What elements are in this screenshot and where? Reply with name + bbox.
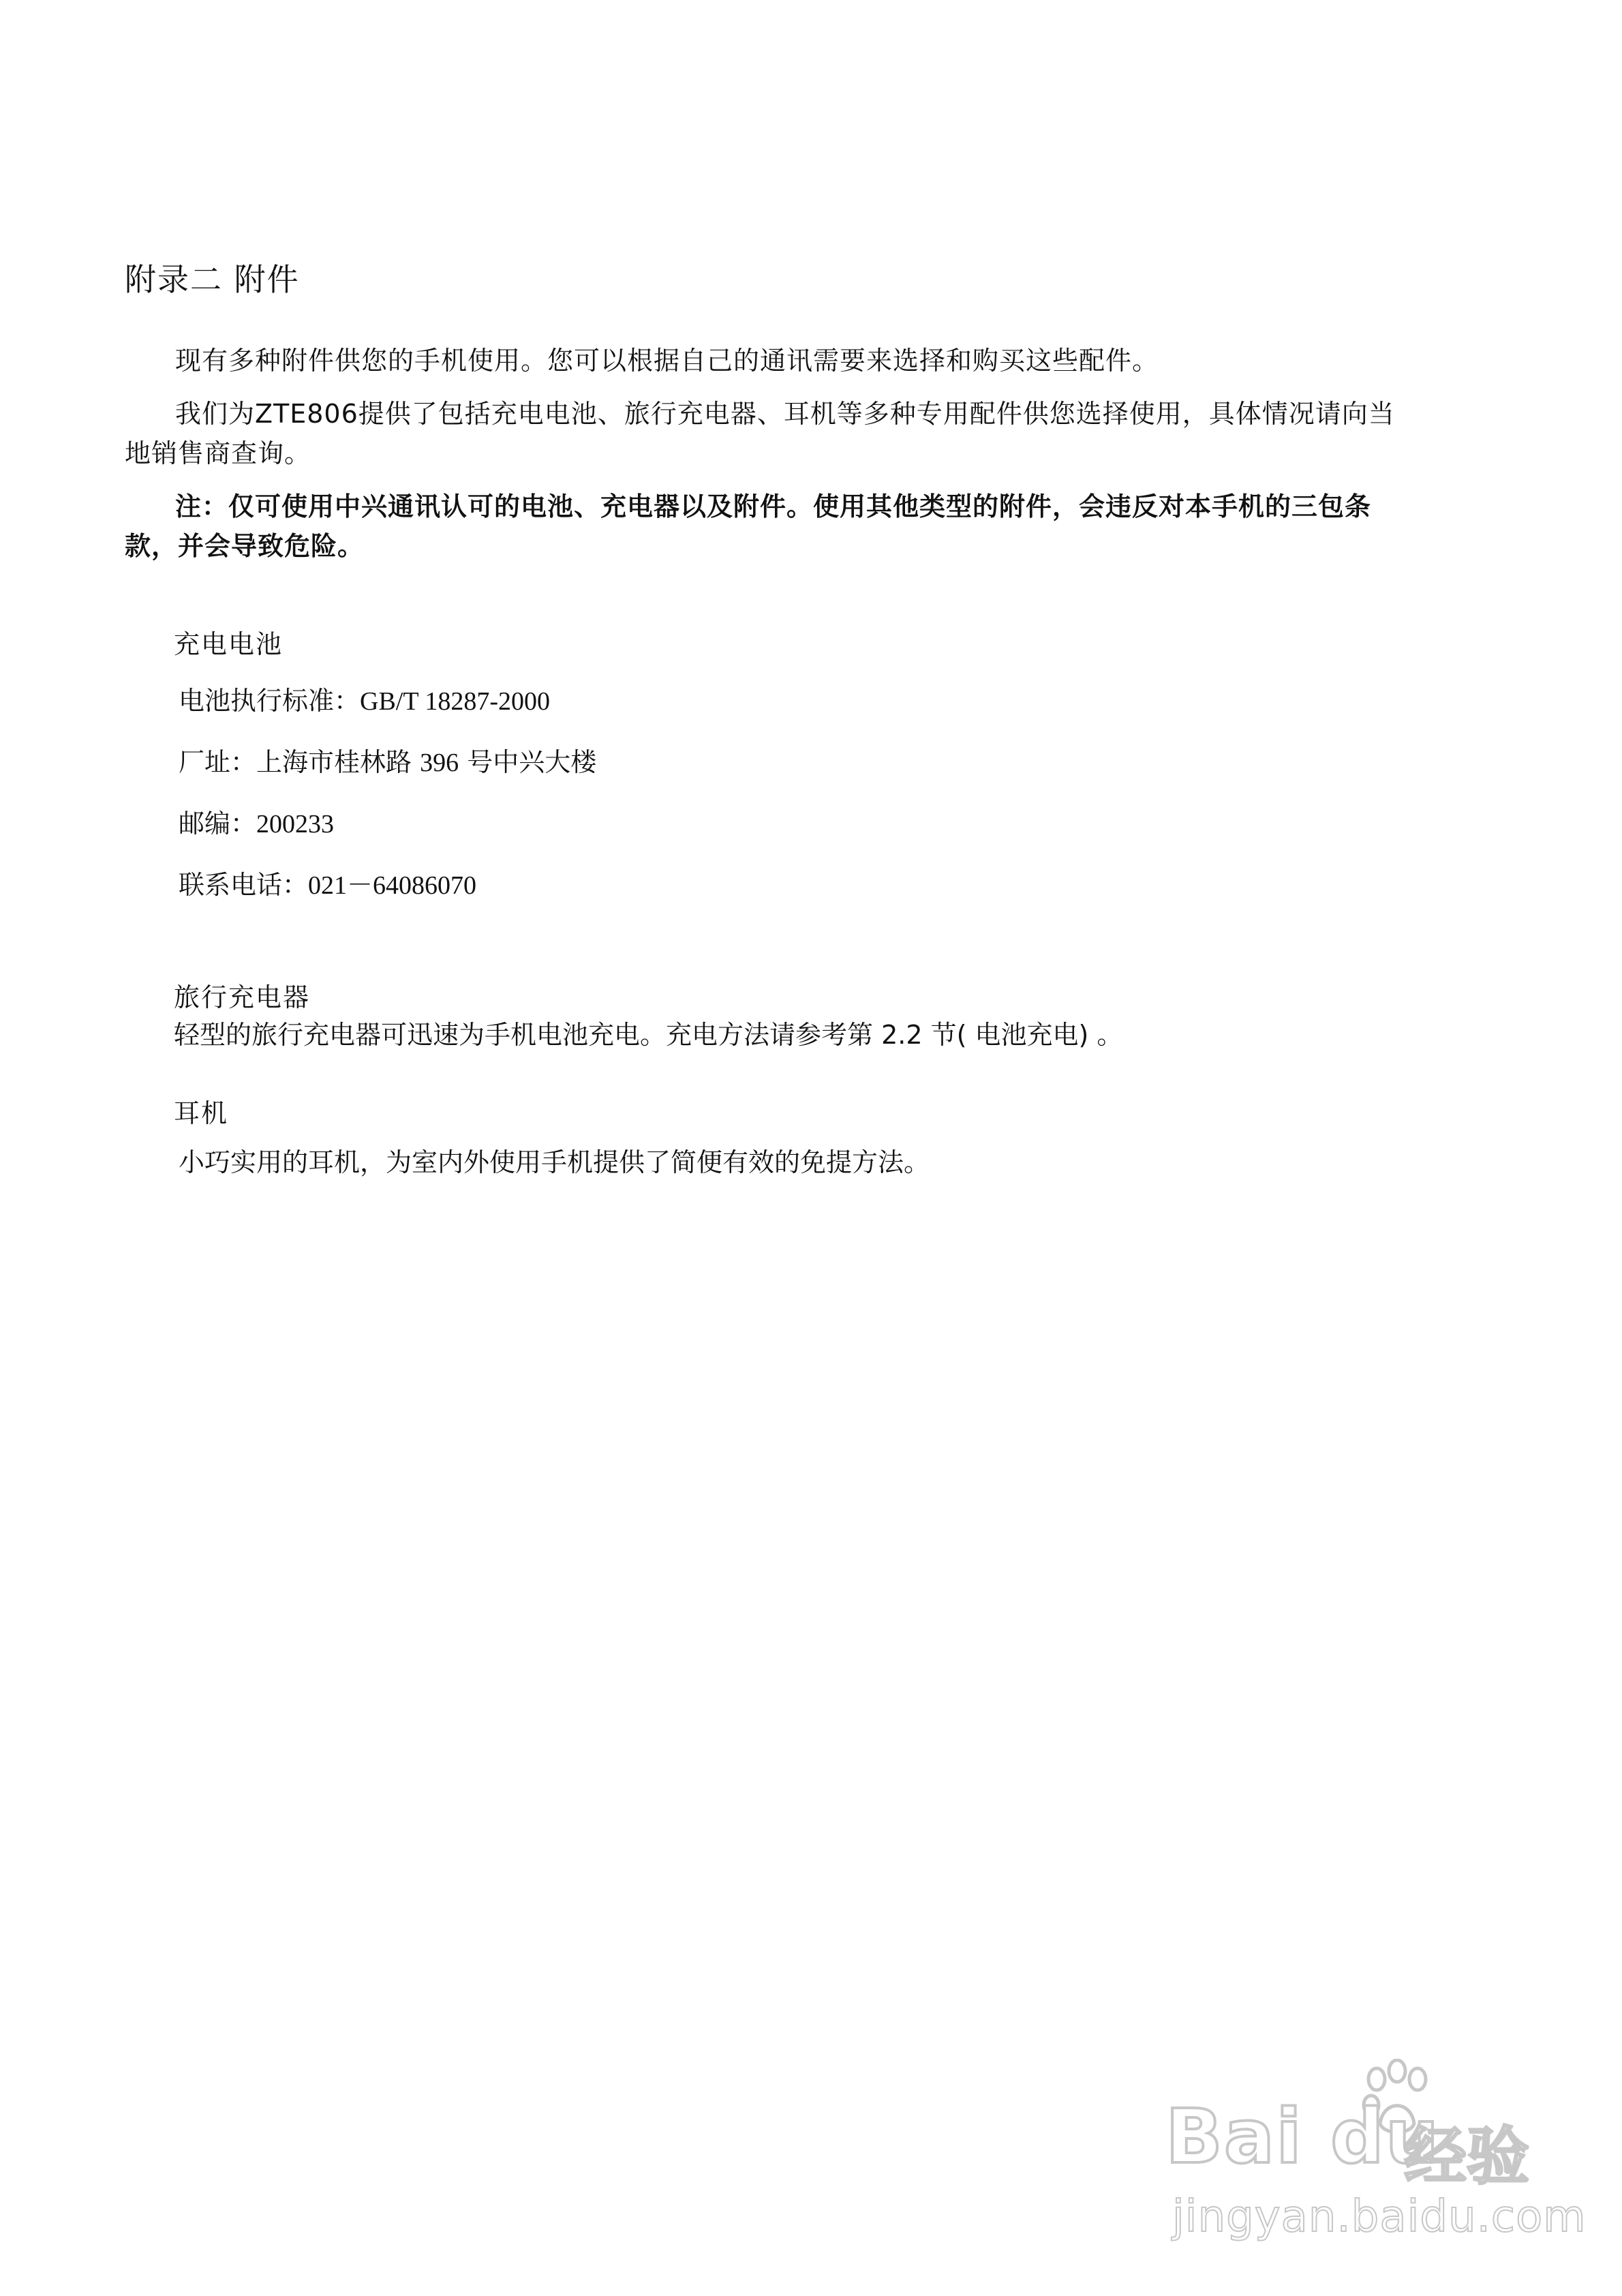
intro-paragraph-1: 现有多种附件供您的手机使用。您可以根据自己的通讯需要来选择和购买这些配件。 <box>175 346 1159 376</box>
factory-address-line <box>179 745 596 780</box>
baidu-jingyan-watermark <box>1152 2059 1587 2256</box>
warning-note: 注：仅可使用中兴通讯认可的电池、充电器以及附件。使用其他类型的附件，会违反对本手机的三包条款，并会导致危险。 <box>125 492 1372 561</box>
watermark-jingyan-text: 经验 <box>1404 2120 1530 2193</box>
battery-standard-value: GB/T 18287-2000 <box>360 687 551 716</box>
postcode-line <box>179 806 334 841</box>
postcode-label: 邮编： <box>179 809 257 839</box>
watermark-url-text: jingyan.baidu.com <box>1172 2192 1587 2242</box>
charger-description: 轻型的旅行充电器可迅速为手机电池充电。充电方法请参考第 2.2 节( 电池充电) 。 <box>174 1020 1123 1050</box>
battery-section-title: 充电电池 <box>174 629 284 659</box>
intro-paragraph-2: 我们为ZTE806提供了包括充电电池、旅行充电器、耳机等多种专用配件供您选择使用，具体情况请向当地销售商查询。 <box>125 399 1395 468</box>
postcode-value: 200233 <box>256 810 335 839</box>
factory-address-label: 厂址：上海市桂林路 <box>179 747 412 777</box>
page-title: 附录二 附件 <box>125 261 300 298</box>
factory-address-rest: 号中兴大楼 <box>467 747 597 777</box>
battery-standard-line <box>179 684 550 719</box>
earphone-section-title: 耳机 <box>174 1098 229 1128</box>
charger-section-title: 旅行充电器 <box>174 982 311 1012</box>
contact-phone-line <box>179 868 476 903</box>
watermark-brand-text: Bai du <box>1165 2093 1441 2180</box>
contact-phone-label: 联系电话： <box>179 870 309 900</box>
earphone-description: 小巧实用的耳机，为室内外使用手机提供了简便有效的免提方法。 <box>179 1147 930 1177</box>
contact-phone-value: 021－64086070 <box>308 871 477 900</box>
factory-address-number: 396 <box>420 749 459 777</box>
battery-standard-label: 电池执行标准： <box>179 686 361 716</box>
